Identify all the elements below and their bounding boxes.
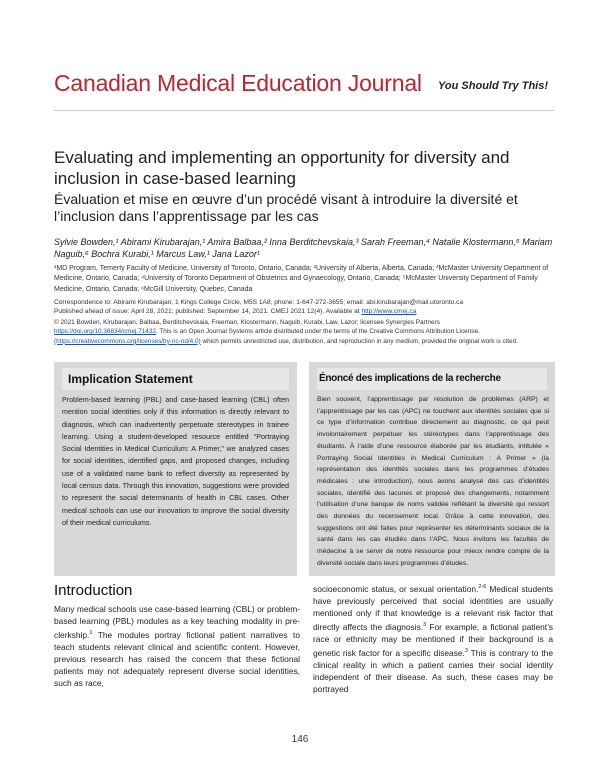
introduction-column-left — [54, 603, 300, 689]
introduction-column-right — [313, 581, 553, 695]
citation-3a: 3 — [423, 622, 427, 629]
affiliations: ¹MD Program, Temerty Faculty of Medicine, University of Toronto, Ontario, Canada; ²University of Alberta, Alberta, Canada; ³McMaster University Department of Medicine, Ontario, Canada; ⁴University of Toronto Department of Obstetrics and Gynaecology, Ontario, Canada; ⁵McMaster University Department of Family Medicine, Ontario, Canada; ⁶McGill University, Quebec, Canada — [54, 265, 549, 293]
author-list: Sylvie Bowden,¹ Abirami Kirubarajan,¹ Amira Balbaa,² Inna Berditchevskaia,³ Sarah Freeman,⁴ Natalie Klostermann,⁵ Mariam Naguib,⁶ Bochra Kurabi,¹ Marcus Law,¹ Jana Lazor¹ — [54, 237, 553, 259]
copyright-text: © 2021 Bowden, Kirubarajan, Balbaa, Berditchevskaia, Freeman, Klostermann, Naguib, Kurabi, Law, Lazor; licensee Synergies Partners — [54, 319, 440, 326]
journal-tagline: You Should Try This! — [438, 80, 548, 92]
implication-body: Problem-based learning (PBL) and case-based learning (CBL) often mention social identities only if this information is directly relevant to diagnosis, which can inadvertently perpetuate stereotypes in trainee learning. Using a student-developed resource entitled “Portraying Social Identities in Medical Curriculum: A Primer,” we analyzed cases for social identities, identified gaps, and proposed changes, including use of a validated name bank to reflect diversity as represented by local census data. Through this innovation, suggestions were provided to represent the social determinants of health in CBL cases. Other medical schools can use our innovation to improve the social diversity of their medical curriculums. — [62, 395, 289, 527]
intro-text-right-b: Medical students have previously perceived that social identities are usually mentioned only if that knowledge is a relevant risk factor that directly affects the diagnosis. — [313, 583, 553, 632]
journal-website-link[interactable]: http://www.cmej.ca — [361, 308, 417, 315]
intro-text-right-a: socioeconomic status, or sexual orientation. — [313, 583, 479, 594]
implication-heading-bar — [62, 368, 289, 390]
correspondence: Correspondence to: Abirami Kirubarajan, 1 Kings College Circle, M5S 1A8; phone: 1-647-272-3655; email: abi.kirubarajan@mail.utoronto.ca — [54, 299, 464, 306]
license-statement — [54, 318, 554, 346]
license-tail: which permits unrestricted use, distribution, and reproduction in any medium, provided the original work is cited. — [200, 337, 518, 345]
creative-commons-link[interactable]: (https://creativecommons.org/licenses/by-nc-nd/4.0) — [54, 337, 201, 345]
page-number: 146 — [291, 734, 309, 745]
intro-text-left-b: The modules portray fictional patient narratives to teach students relevant clinical and scientific content. However, previous research has raised the concern that these fictional patients may not adequately represent diverse social identities, such as race, — [54, 629, 300, 689]
introduction-heading: Introduction — [54, 582, 133, 599]
intro-text-right-d: This is contrary to the clinical reality in which a patient carries their social identity independent of their disease. As such, these cases may be portrayed — [313, 647, 553, 695]
enonce-heading-bar — [317, 368, 547, 390]
enonce-implications-box — [309, 362, 555, 576]
header-divider — [54, 110, 554, 111]
citation-1: 1 — [89, 630, 93, 637]
journal-name: Canadian Medical Education Journal — [54, 70, 422, 96]
doi-link[interactable]: https://doi.org/10.36834/cmej.71432 — [54, 328, 156, 336]
intro-text-right-c: For example, a fictional patient’s race or ethnicity may be mentioned if their background is a genetic risk factor for a specific disease. — [313, 621, 553, 658]
license-text: . This is an Open Journal Systems article distributed under the terms of the Creative Commons Attribution License. — [155, 328, 480, 336]
citation-3b: 3 — [464, 648, 468, 655]
intro-text-left-a: Many medical schools use case-based learning (CBL) or problem-based learning (PBL) modules as a key teaching modality in pre-clerkship. — [54, 604, 300, 640]
article-title-fr: Évaluation et mise en œuvre d’un procédé visant à introduire la diversité et l’inclusion dans l’apprentissage par les cas — [54, 191, 518, 224]
citation-2-6: 2-6 — [478, 584, 487, 590]
publication-info — [54, 307, 554, 316]
implication-statement-box — [54, 362, 297, 576]
enonce-heading: Énoncé des implications de la recherche — [319, 373, 501, 384]
implication-heading: Implication Statement — [68, 372, 193, 386]
publication-dates: Published ahead of issue: April 28, 2021; published: September 14, 2021. CMEJ 2021 12(4). Available at — [54, 308, 362, 315]
enonce-body: Bien souvent, l’apprentissage par résolution de problèmes (ARP) et l’apprentissage par les cas (APC) ne touchent aux identités sociales que si ce type d’information contribue directement au diagnostic, ce qui peut involontairement perpétuer les stéréotypes dans l’apprentissage des étudiants. À l’aide d’une ressource élaborée par les étudiants, intitulée « Portraying Social Identities in Medical Curriculum : A Primer » (la représentation des identités sociales dans les programmes d’études médicales : une introduction), nous avons analysé des cas d’identités sociales, identifié des lacunes et proposé des changements, notamment l’utilisation d’une banque de noms validée reflétant la diversité qui ressort des données du recensement local. Grâce à cette innovation, des suggestions ont été faites pour représenter les déterminants sociaux de la santé dans les cas étudiés dans l’APC. Nous invitons les facultés de médecine à se servir de notre ressource pour mieux rendre compte de la diversité sociale dans leurs programmes d’études. — [317, 396, 549, 567]
article-title-en: Evaluating and implementing an opportunity for diversity and inclusion in case-based learning — [54, 148, 510, 188]
